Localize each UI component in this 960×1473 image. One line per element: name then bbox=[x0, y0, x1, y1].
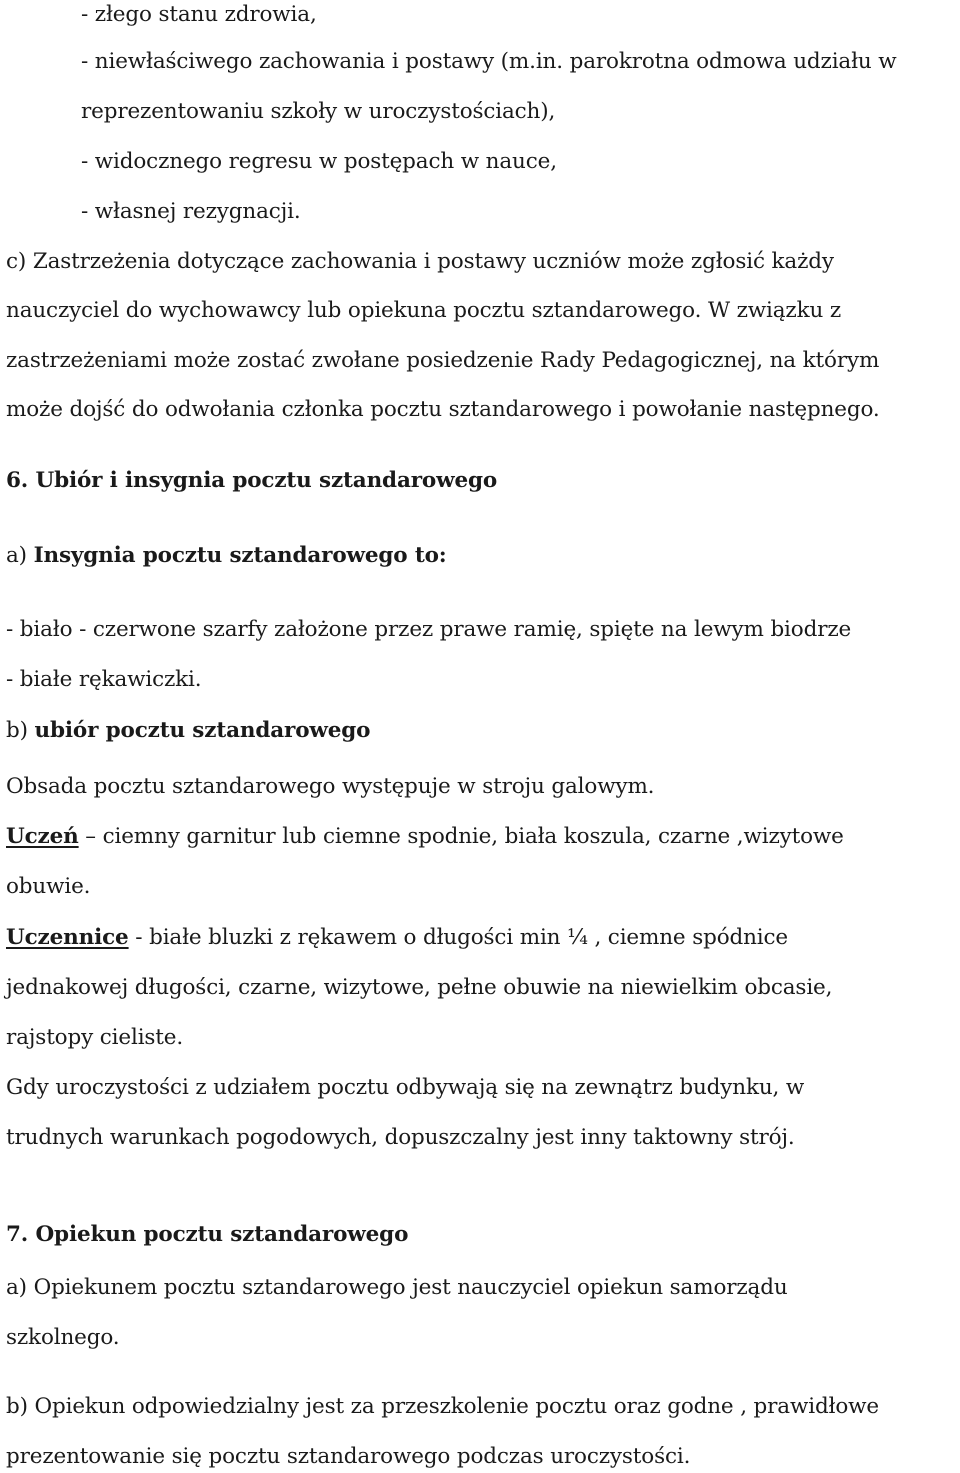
list-item: - niewłaściwego zachowania i postawy (m.in. parokrotna odmowa udziału w bbox=[81, 49, 897, 74]
paragraph-line bbox=[6, 923, 788, 953]
paragraph-line bbox=[6, 822, 844, 852]
subsection-prefix: a) bbox=[6, 543, 34, 568]
list-item: - białe rękawiczki. bbox=[6, 667, 202, 692]
section-heading: 6. Ubiór i insygnia pocztu sztandarowego bbox=[6, 468, 498, 493]
paragraph-line: b) Opiekun odpowiedzialny jest za przeszkolenie pocztu oraz godne , prawidłowe bbox=[6, 1394, 880, 1419]
subsection-heading bbox=[6, 541, 447, 571]
paragraph-line: jednakowej długości, czarne, wizytowe, pełne obuwie na niewielkim obcasie, bbox=[6, 975, 833, 1000]
term-label: Uczennice bbox=[6, 925, 129, 950]
list-item: - złego stanu zdrowia, bbox=[81, 2, 317, 27]
list-item: - biało - czerwone szarfy założone przez prawe ramię, spięte na lewym biodrze bbox=[6, 617, 852, 642]
term-text: - białe bluzki z rękawem o długości min ¼ , ciemne spódnice bbox=[128, 925, 788, 950]
list-item: - własnej rezygnacji. bbox=[81, 199, 301, 224]
subsection-title: Insygnia pocztu sztandarowego to: bbox=[33, 543, 447, 568]
paragraph-line: rajstopy cieliste. bbox=[6, 1025, 184, 1050]
paragraph-line: c) Zastrzeżenia dotyczące zachowania i postawy uczniów może zgłosić każdy bbox=[6, 249, 834, 274]
paragraph-line: zastrzeżeniami może zostać zwołane posiedzenie Rady Pedagogicznej, na którym bbox=[6, 348, 880, 373]
list-item-continuation: reprezentowaniu szkoły w uroczystościach), bbox=[81, 99, 556, 124]
paragraph-line: szkolnego. bbox=[6, 1325, 120, 1350]
list-item: - widocznego regresu w postępach w nauce, bbox=[81, 149, 557, 174]
section-heading: 7. Opiekun pocztu sztandarowego bbox=[6, 1222, 409, 1247]
paragraph-line: Gdy uroczystości z udziałem pocztu odbywają się na zewnątrz budynku, w bbox=[6, 1075, 805, 1100]
subsection-prefix: b) bbox=[6, 718, 35, 743]
paragraph-line: Obsada pocztu sztandarowego występuje w stroju galowym. bbox=[6, 774, 655, 799]
subsection-heading bbox=[6, 716, 370, 746]
paragraph-line: może dojść do odwołania członka pocztu sztandarowego i powołanie następnego. bbox=[6, 397, 880, 422]
term-text: – ciemny garnitur lub ciemne spodnie, biała koszula, czarne ,wizytowe bbox=[78, 824, 844, 849]
paragraph-line: trudnych warunkach pogodowych, dopuszczalny jest inny taktowny strój. bbox=[6, 1125, 795, 1150]
paragraph-line: prezentowanie się pocztu sztandarowego podczas uroczystości. bbox=[6, 1444, 691, 1469]
paragraph-line: a) Opiekunem pocztu sztandarowego jest nauczyciel opiekun samorządu bbox=[6, 1275, 788, 1300]
subsection-title: ubiór pocztu sztandarowego bbox=[34, 718, 371, 743]
paragraph-line: obuwie. bbox=[6, 874, 91, 899]
term-label: Uczeń bbox=[6, 824, 79, 849]
paragraph-line: nauczyciel do wychowawcy lub opiekuna pocztu sztandarowego. W związku z bbox=[6, 298, 842, 323]
